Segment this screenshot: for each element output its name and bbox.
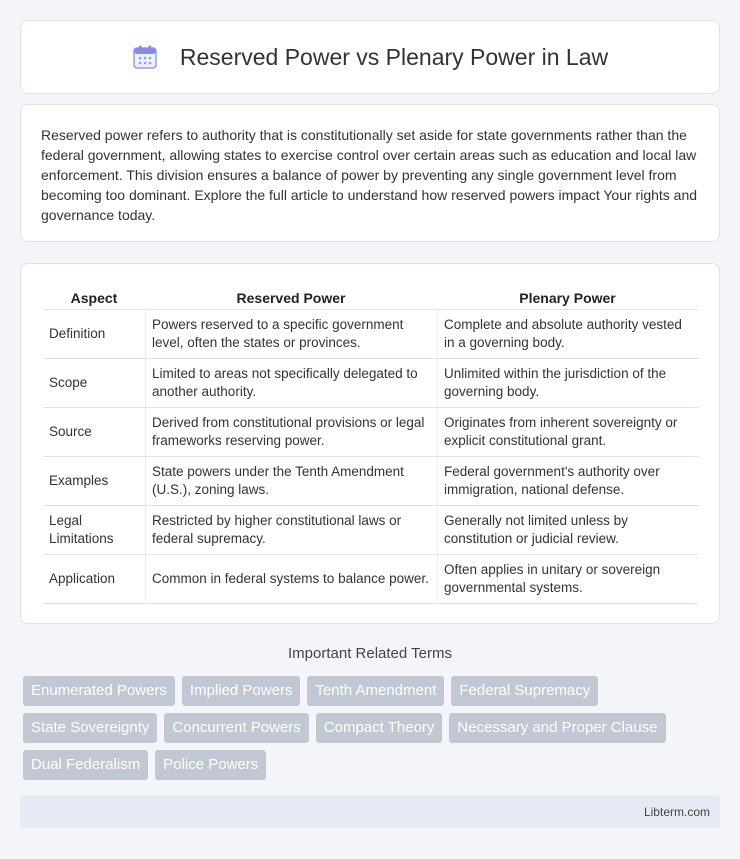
- header-card: [20, 20, 720, 94]
- cell-aspect: Examples: [43, 457, 145, 506]
- cell-plenary-power: Originates from inherent sovereignty or explicit constitutional grant.: [437, 408, 698, 457]
- related-terms-list: [23, 676, 723, 787]
- cell-plenary-power: Unlimited within the jurisdiction of the governing body.: [437, 359, 698, 408]
- cell-plenary-power: Often applies in unitary or sovereign governmental systems.: [437, 555, 698, 604]
- cell-reserved-power: Powers reserved to a specific government level, often the states or provinces.: [145, 310, 437, 359]
- tag-state-sovereignty[interactable]: State Sovereignty: [23, 713, 157, 743]
- intro-card: [20, 104, 720, 242]
- column-header-reserved-power: Reserved Power: [145, 284, 437, 310]
- column-header-plenary-power: Plenary Power: [437, 284, 698, 310]
- tag-police-powers[interactable]: Police Powers: [155, 750, 266, 780]
- page-title: Reserved Power vs Plenary Power in Law: [179, 43, 609, 70]
- cell-reserved-power: State powers under the Tenth Amendment (U.S.), zoning laws.: [145, 457, 437, 506]
- tag-implied-powers[interactable]: Implied Powers: [182, 676, 301, 706]
- cell-reserved-power: Limited to areas not specifically delegated to another authority.: [145, 359, 437, 408]
- column-header-aspect: Aspect: [43, 284, 145, 310]
- cell-aspect: Definition: [43, 310, 145, 359]
- cell-aspect: Source: [43, 408, 145, 457]
- table-row: [43, 359, 698, 408]
- comparison-table: [43, 284, 698, 604]
- tag-dual-federalism[interactable]: Dual Federalism: [23, 750, 148, 780]
- table-row: [43, 506, 698, 555]
- cell-reserved-power: Restricted by higher constitutional laws or federal supremacy.: [145, 506, 437, 555]
- footer: [20, 795, 720, 828]
- cell-reserved-power: Common in federal systems to balance power.: [145, 555, 437, 604]
- tag-concurrent-powers[interactable]: Concurrent Powers: [164, 713, 308, 743]
- cell-plenary-power: Complete and absolute authority vested in a governing body.: [437, 310, 698, 359]
- tag-row: [23, 713, 723, 743]
- tag-tenth-amendment[interactable]: Tenth Amendment: [307, 676, 444, 706]
- table-header-row: [43, 284, 698, 310]
- tag-necessary-and-proper-clause[interactable]: Necessary and Proper Clause: [449, 713, 665, 743]
- table-row: [43, 310, 698, 359]
- table-row: [43, 555, 698, 604]
- tag-federal-supremacy[interactable]: Federal Supremacy: [451, 676, 598, 706]
- cell-plenary-power: Federal government's authority over immigration, national defense.: [437, 457, 698, 506]
- comparison-table-card: [20, 263, 720, 624]
- related-terms-title: Important Related Terms: [288, 645, 452, 662]
- tag-row: [23, 676, 723, 706]
- cell-aspect: Legal Limitations: [43, 506, 145, 555]
- table-row: [43, 408, 698, 457]
- cell-plenary-power: Generally not limited unless by constitution or judicial review.: [437, 506, 698, 555]
- calendar-icon: [132, 44, 158, 70]
- table-row: [43, 457, 698, 506]
- footer-site-link[interactable]: Libterm.com: [643, 804, 710, 819]
- intro-text: Reserved power refers to authority that is constitutionally set aside for state governments rather than the federal government, allowing states to exercise control over certain areas such as education and local law enforcement. This division ensures a balance of power by preventing any single government level from becoming too dominant. Explore the full article to understand how reserved powers impact Your rights and governance today.: [41, 127, 698, 223]
- tag-row: [23, 750, 723, 780]
- tag-compact-theory[interactable]: Compact Theory: [316, 713, 443, 743]
- cell-aspect: Application: [43, 555, 145, 604]
- tag-enumerated-powers[interactable]: Enumerated Powers: [23, 676, 175, 706]
- header-inner: [132, 44, 608, 71]
- cell-aspect: Scope: [43, 359, 145, 408]
- cell-reserved-power: Derived from constitutional provisions or legal frameworks reserving power.: [145, 408, 437, 457]
